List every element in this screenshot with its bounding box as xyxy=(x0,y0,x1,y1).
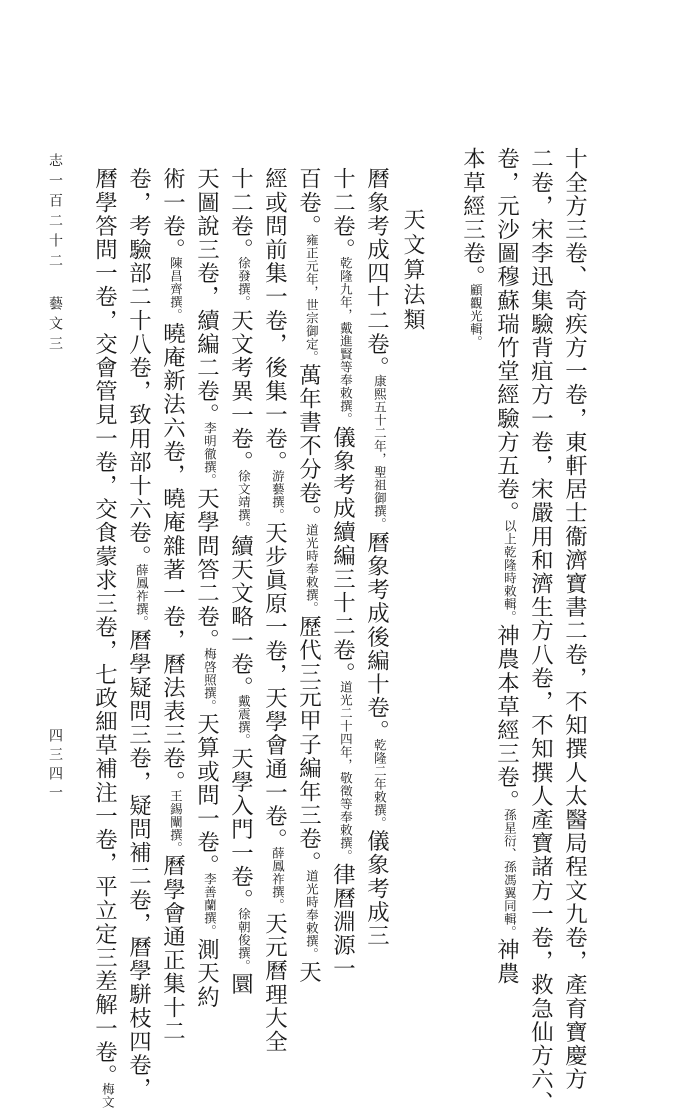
text-column-11 xyxy=(159,167,186,1043)
text-segment: 卷，元沙圖穆蘇瑞竹堂經驗方五卷。 xyxy=(493,147,520,514)
text-column-2 xyxy=(527,147,554,1115)
annotation-note: 道光時奉敕撰。 xyxy=(304,523,320,615)
text-segment: 本草經三卷。 xyxy=(459,147,486,278)
text-segment: 儀象考成三 xyxy=(363,829,390,948)
text-segment: 續天文略一卷。 xyxy=(227,534,254,689)
text-column-13 xyxy=(91,167,118,1109)
text-segment: 測天約 xyxy=(193,937,220,1009)
annotation-note: 王錫闡撰。 xyxy=(168,789,184,855)
text-segment: 天學問答二卷。 xyxy=(193,486,220,641)
annotation-note: 道光時奉敕撰。 xyxy=(304,869,320,961)
annotation-note: 李明徹撰。 xyxy=(202,421,218,487)
annotation-note: 康熙五十二年，聖祖御撰。 xyxy=(372,374,388,531)
margin-header: 志一百二十二 xyxy=(47,153,63,273)
annotation-note: 陳昌齊撰。 xyxy=(168,256,184,322)
annotation-note: 游藝撰。 xyxy=(270,469,286,522)
text-segment: 神農 xyxy=(493,938,520,986)
text-segment: 儀象考成續編三十二卷。 xyxy=(329,425,356,675)
text-segment: 天文考異一卷。 xyxy=(227,308,254,463)
page-number: 四三四一 xyxy=(47,728,63,804)
text-segment: 卷，考驗部二十八卷，致用部十六卷。 xyxy=(125,167,152,557)
text-column-12 xyxy=(125,167,152,1101)
annotation-note: 乾隆二年敕撰。 xyxy=(372,738,388,830)
text-segment: 天步眞原一卷，天學會通一卷。 xyxy=(261,521,288,841)
text-segment: 律曆淵源一 xyxy=(329,862,356,981)
annotation-note: 孫星衍、孫馮翼同輯。 xyxy=(502,808,518,939)
text-segment: 天算或問一卷。 xyxy=(193,712,220,867)
text-segment: 天元曆理大全 xyxy=(261,911,288,1054)
text-column-4 xyxy=(459,147,486,349)
text-segment: 十二卷。 xyxy=(227,167,254,251)
text-segment: 經或問前集一卷，後集一卷。 xyxy=(261,167,288,463)
text-segment: 曆學答問一卷，交會管見一卷，交食蒙求三卷，七政細草補注一卷，平立定三差解一卷。 xyxy=(91,167,118,1077)
annotation-note: 徐發撰。 xyxy=(236,256,252,309)
text-column-6 xyxy=(329,167,356,981)
annotation-note: 李善蘭撰。 xyxy=(202,872,218,938)
text-segment: 曆學會通正集十二 xyxy=(159,854,186,1043)
annotation-note: 雍正元年，世宗御定。 xyxy=(304,233,320,364)
text-segment: 神農本草經三卷。 xyxy=(493,623,520,802)
text-segment: 曆象考成後編十卷。 xyxy=(363,530,390,732)
text-segment: 歷代三元甲子編年三卷。 xyxy=(295,614,322,864)
text-segment: 術一卷。 xyxy=(159,167,186,251)
annotation-note: 道光二十四年，敬徵等奉敕撰。 xyxy=(338,680,354,863)
text-segment: 天圖說三卷，續編二卷。 xyxy=(193,167,220,416)
text-column-1 xyxy=(561,147,588,1091)
annotation-note: 梅啓照撰。 xyxy=(202,647,218,713)
margin-section: 藝文三 xyxy=(47,296,63,356)
annotation-note: 乾隆九年，戴進賢等奉敕撰。 xyxy=(338,256,354,426)
annotation-note: 戴震撰。 xyxy=(236,694,252,747)
text-segment: 曉庵新法六卷，曉庵雜著一卷，曆法表三卷。 xyxy=(159,321,186,783)
annotation-note: 梅文 xyxy=(100,1082,116,1109)
text-segment: 百卷。 xyxy=(295,167,322,227)
annotation-note: 薛鳳祚撰。 xyxy=(270,846,286,912)
annotation-note: 顧觀光輯。 xyxy=(468,283,484,349)
section-heading: 天文算法類 xyxy=(400,208,425,333)
text-column-7 xyxy=(295,167,322,985)
text-column-10 xyxy=(193,167,220,1009)
annotation-note: 徐朝俊撰。 xyxy=(236,907,252,973)
text-segment: 天學入門一卷。 xyxy=(227,746,254,901)
text-column-8 xyxy=(261,167,288,1054)
text-segment: 萬年書不分卷。 xyxy=(295,363,322,518)
text-column-5 xyxy=(363,167,390,948)
text-segment: 二卷，宋李迅集驗背疽方一卷，宋嚴用和濟生方八卷，不知撰人產寶諸方一卷，救急仙方六、 xyxy=(527,147,554,1115)
text-segment: 曆象考成四十二卷。 xyxy=(363,167,390,369)
text-segment: 十二卷。 xyxy=(329,167,356,251)
text-column-9 xyxy=(227,167,254,996)
text-segment: 曆學疑問三卷，疑問補二卷，曆學駢枝四卷， xyxy=(125,628,152,1101)
annotation-note: 以上乾隆時敕輯。 xyxy=(502,519,518,624)
text-segment: 天 xyxy=(295,960,322,985)
text-column-3 xyxy=(493,147,520,986)
text-segment: 圜 xyxy=(227,972,254,996)
annotation-note: 徐文靖撰。 xyxy=(236,469,252,535)
text-segment: 十全方三卷、奇疾方一卷，東軒居士衞濟寶書二卷，不知撰人太醫局程文九卷，產育寶慶方 xyxy=(561,147,588,1091)
annotation-note: 薛鳳祚撰。 xyxy=(134,563,150,629)
